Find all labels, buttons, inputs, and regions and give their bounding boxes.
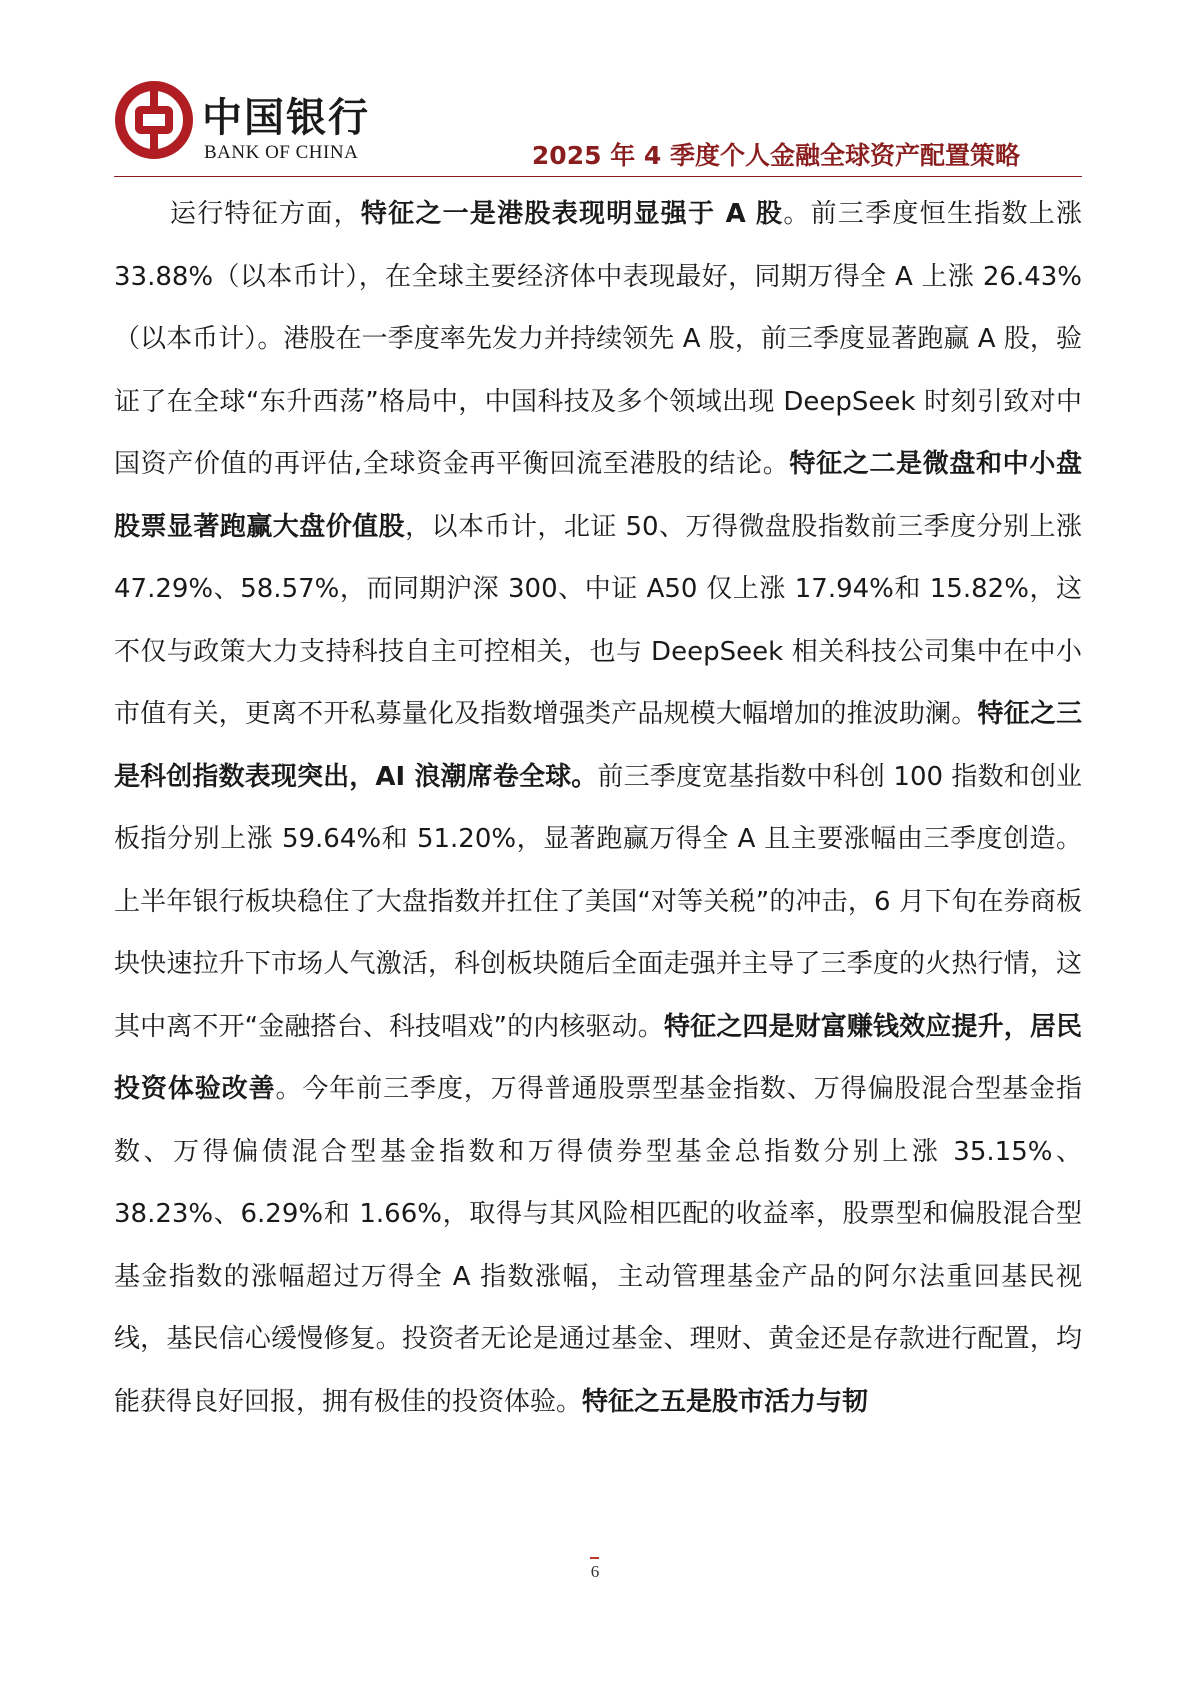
document-title: 2025 年 4 季度个人金融全球资产配置策略 [531,141,1020,170]
logo-english-name: BANK OF CHINA [204,142,359,163]
page-number: 6 [590,1562,600,1581]
body-text [114,183,1082,1433]
text-segment: ，以本币计，北证 50、万得微盘股指数前三季度分别上涨 47.29%、58.57%，而同期沪深 300、中证 A50 仅上涨 17.94%和 15.82%，这不仅与政策大力支持科技自主可控相关，也与 DeepSeek 相关科技公司集中在中小市值有关，更离不开私募量化及指数增强类产品规模大幅增加的推波助澜。 [114,511,1082,729]
header-divider [114,176,1082,177]
text-segment: 前三季度宽基指数中科创 100 指数和创业板指分别上涨 59.64%和 51.20%，显著跑赢万得全 A 且主要涨幅由三季度创造。上半年银行板块稳住了大盘指数并扛住了美国“对等关税”的冲击，6 月下旬在券商板块快速拉升下市场人气激活，科创板块随后全面走强并主导了三季度的火热行情，这其中离不开“金融搭台、科技唱戏”的内核驱动。 [114,761,1082,1042]
page-header [114,80,1076,176]
text-segment: 运行特征方面， [170,199,361,229]
bold-segment: 特征之三是科创指数表现突出，AI 浪潮席卷全球。 [114,699,1082,792]
text-segment: 。前三季度恒生指数上涨 33.88%（以本币计），在全球主要经济体中表现最好，同期万得全 A 上涨 26.43%（以本币计）。港股在一季度率先发力并持续领先 A 股，前三季度显著跑赢 A 股，验证了在全球“东升西荡”格局中，中国科技及多个领域出现 DeepSeek 时刻引致对中国资产价值的再评估,全球资金再平衡回流至港股的结论。 [114,199,1082,479]
bank-of-china-logo [114,80,194,160]
page-number-mark [590,1557,599,1559]
bold-segment: 特征之二是微盘和中小盘股票显著跑赢大盘价值股 [114,449,1082,542]
bold-segment: 特征之四是财富赚钱效应提升，居民投资体验改善 [114,1011,1082,1104]
text-segment: 。今年前三季度，万得普通股票型基金指数、万得偏股混合型基金指数、万得偏债混合型基金指数和万得债券型基金总指数分别上涨 35.15%、38.23%、6.29%和 1.66%，取得与其风险相匹配的收益率，股票型和偏股混合型基金指数的涨幅超过万得全 A 指数涨幅，主动管理基金产品的阿尔法重回基民视线，基民信心缓慢修复。投资者无论是通过基金、理财、黄金还是存款进行配置，均能获得良好回报，拥有极佳的投资体验。 [114,1074,1082,1417]
bold-segment: 特征之一是港股表现明显强于 A 股 [360,199,784,229]
paragraph [114,183,1082,1433]
logo-chinese-name: 中国银行 [202,94,370,141]
bold-segment: 特征之五是股市活力与韧 [582,1386,869,1417]
